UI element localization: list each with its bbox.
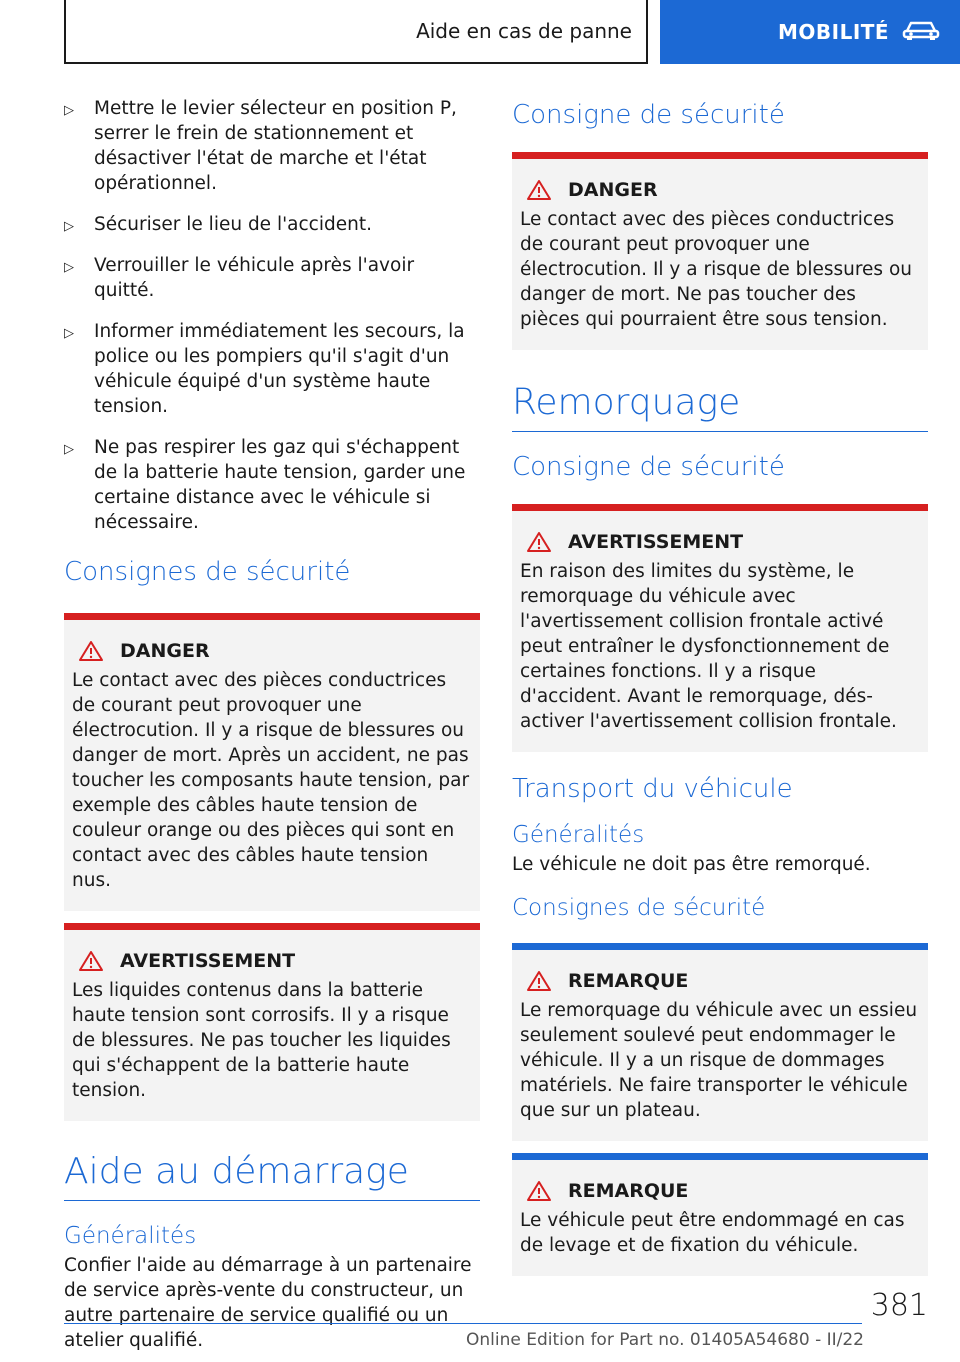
triangle-bullet-icon: ▷	[64, 260, 74, 275]
warning-box	[512, 504, 928, 752]
triangle-bullet-icon: ▷	[64, 103, 74, 118]
transport-heading: Transport du véhicule	[512, 774, 793, 804]
list-item: ▷ Informer immédiatement les secours, la police ou les pompiers qu'il s'agit d'un véhicule équipé d'un système haute tension.	[64, 321, 465, 417]
generalites-heading: Généralités	[64, 1223, 197, 1249]
warning-box-text: En raison des limites du système, le remorquage du véhicule avec l'avertissement collision frontale activé peut entraîner le dysfonctionnement de certaines fonctions. Il y a risque d'accident. Avant le remorquage, désactiver l'avertissement collision frontale.	[520, 561, 897, 732]
warning-triangle-icon	[78, 950, 104, 972]
list-item: ▷ Ne pas respirer les gaz qui s'échappent de la batterie haute tension, garder une certaine distance avec le véhicule si nécessaire.	[64, 437, 466, 533]
consignes-heading: Consignes de sécurité	[64, 557, 351, 587]
car-icon	[901, 19, 941, 46]
chapter-title: MOBILITÉ	[778, 20, 890, 44]
danger-box	[64, 613, 480, 911]
list-item: ▷ Sécuriser le lieu de l'accident.	[64, 212, 480, 237]
triangle-bullet-icon: ▷	[64, 326, 74, 341]
note-box-title: REMARQUE	[520, 1180, 920, 1202]
warning-box	[64, 923, 480, 1121]
footer-edition: Online Edition for Part no. 01405A54680 - II/22	[465, 1330, 864, 1350]
danger-box	[512, 152, 928, 350]
remorquage-heading: Remorquage	[512, 382, 928, 432]
danger-box-title: DANGER	[520, 179, 920, 201]
danger-box-text: Le contact avec des pièces conductrices de courant peut provoquer une électrocution. Il y a risque de blessures ou danger de mort. Ne pas toucher des pièces qui pourraient être sous tension.	[520, 209, 912, 330]
warning-box-text: Les liquides contenus dans la batterie haute tension sont corrosifs. Il y a risque de blessures. Ne pas toucher les liquides qui s'échappent de la batterie haute tension.	[72, 980, 451, 1101]
page-number: 381	[870, 1288, 928, 1323]
section-title: Aide en cas de panne	[416, 19, 632, 43]
footer-divider	[64, 1323, 862, 1324]
warning-triangle-icon	[526, 1180, 552, 1202]
aide-demarrage-heading: Aide au démarrage	[64, 1151, 480, 1201]
list-item: ▷ Verrouiller le véhicule après l'avoir quitté.	[64, 255, 415, 301]
danger-box-title: DANGER	[72, 640, 472, 662]
warning-triangle-icon	[78, 640, 104, 662]
instruction-list	[64, 96, 480, 535]
header-section-title	[64, 0, 648, 64]
warning-triangle-icon	[526, 531, 552, 553]
triangle-bullet-icon: ▷	[64, 219, 74, 234]
note-box-text: Le véhicule peut être endommagé en cas de levage et de fixation du véhicule.	[520, 1210, 905, 1256]
header-chapter-tab	[660, 0, 960, 64]
generalites-text: Confier l'aide au démarrage à un partenaire de service après-vente du constructeur, un autre partenaire de service qualifié ou un atelier qualifié.	[64, 1255, 472, 1351]
warning-box-title: AVERTISSEMENT	[72, 950, 472, 972]
note-box	[512, 943, 928, 1141]
generalites-text: Le véhicule ne doit pas être remorqué.	[512, 854, 871, 875]
consigne-heading-2: Consigne de sécurité	[512, 452, 785, 482]
warning-box-title: AVERTISSEMENT	[520, 531, 920, 553]
warning-triangle-icon	[526, 179, 552, 201]
note-box-title: REMARQUE	[520, 970, 920, 992]
consigne-heading: Consigne de sécurité	[512, 100, 785, 130]
danger-box-text: Le contact avec des pièces conductrices de courant peut provoquer une électrocution. Il y a risque de blessures ou danger de mort. Après un accident, ne pas toucher les composants haute tension, par exemple des câbles haute tension de couleur orange ou des pièces qui sont en contact avec des câbles haute tension nus.	[72, 670, 470, 891]
note-box	[512, 1153, 928, 1276]
right-column	[512, 96, 928, 1276]
generalites-heading: Généralités	[512, 822, 645, 848]
note-box-text: Le remorquage du véhicule avec un essieu seulement soulevé peut endommager le véhicule. Il y a un risque de dommages matériels. Ne faire transporter le véhicule que sur un plateau.	[520, 1000, 918, 1121]
triangle-bullet-icon: ▷	[64, 442, 74, 457]
left-column	[64, 96, 480, 1353]
warning-triangle-icon	[526, 970, 552, 992]
list-item: ▷ Mettre le levier sélecteur en position P, serrer le frein de stationnement et désactiver l'état de marche et l'état opérationnel.	[64, 98, 457, 194]
consignes-heading: Consignes de sécurité	[512, 895, 766, 921]
